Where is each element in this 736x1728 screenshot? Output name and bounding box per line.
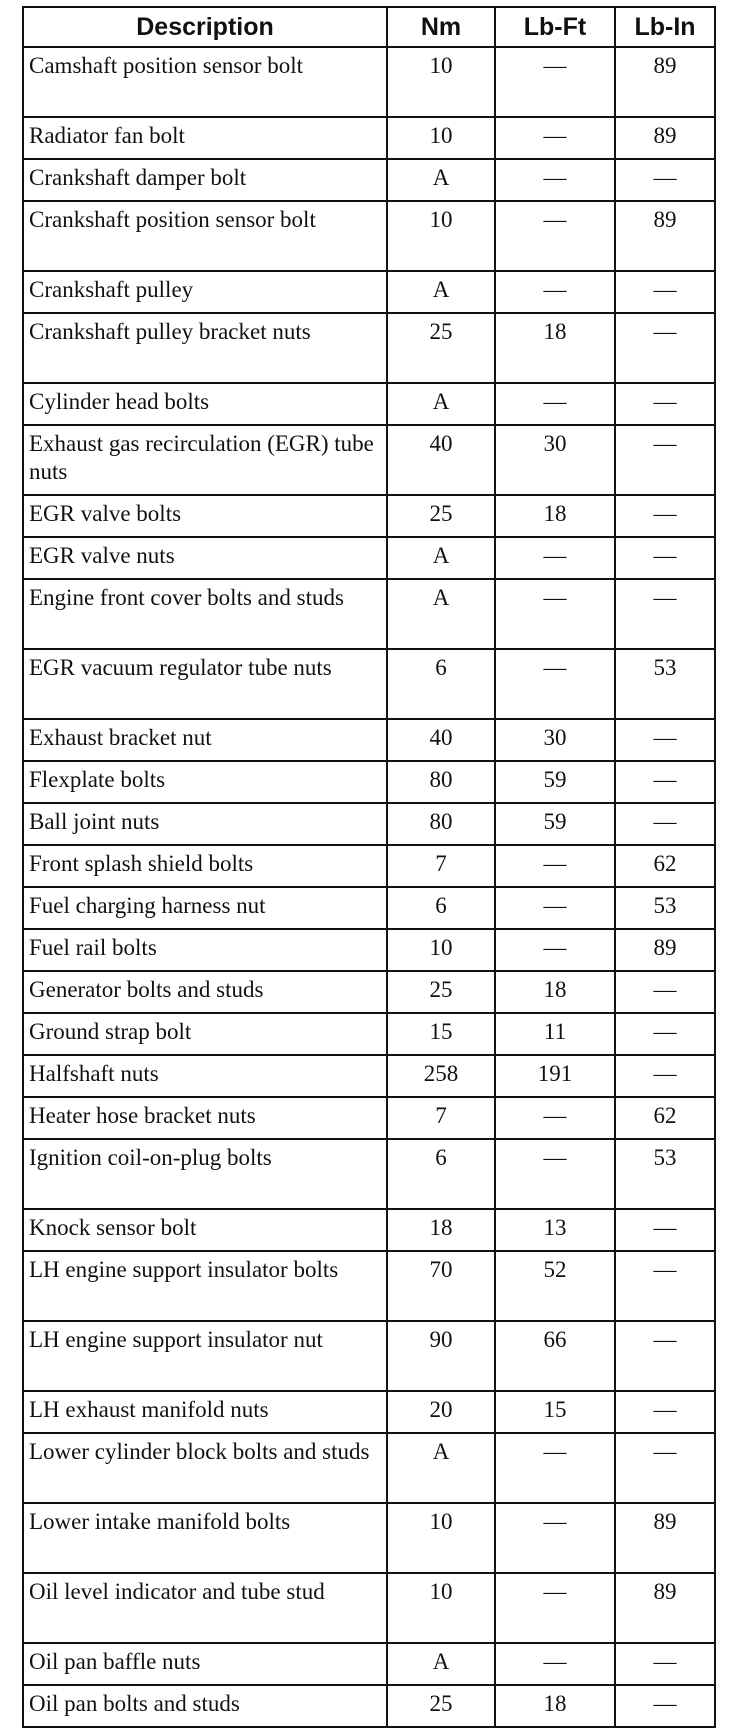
cell-lb-in: — bbox=[615, 1013, 715, 1055]
cell-nm: 20 bbox=[387, 1391, 495, 1433]
table-row bbox=[23, 537, 715, 579]
cell-lb-in: — bbox=[615, 1209, 715, 1251]
cell-lb-ft: 30 bbox=[495, 719, 615, 761]
torque-spec-sheet bbox=[22, 6, 714, 1728]
cell-description: Fuel charging harness nut bbox=[23, 887, 387, 929]
cell-lb-in: — bbox=[615, 1391, 715, 1433]
cell-lb-in: — bbox=[615, 383, 715, 425]
cell-lb-in: 89 bbox=[615, 117, 715, 159]
cell-lb-ft: 52 bbox=[495, 1251, 615, 1321]
table-row bbox=[23, 425, 715, 495]
table-row bbox=[23, 719, 715, 761]
cell-nm: 10 bbox=[387, 117, 495, 159]
cell-description: Oil pan bolts and studs bbox=[23, 1685, 387, 1727]
cell-description: LH engine support insulator bolts bbox=[23, 1251, 387, 1321]
table-row bbox=[23, 761, 715, 803]
cell-lb-ft: 15 bbox=[495, 1391, 615, 1433]
cell-lb-in: — bbox=[615, 579, 715, 649]
cell-lb-ft: — bbox=[495, 201, 615, 271]
table-row bbox=[23, 1573, 715, 1643]
table-row bbox=[23, 579, 715, 649]
table-row bbox=[23, 1251, 715, 1321]
cell-lb-ft: 66 bbox=[495, 1321, 615, 1391]
torque-spec-table bbox=[22, 6, 716, 1728]
cell-description: Cylinder head bolts bbox=[23, 383, 387, 425]
cell-nm: 258 bbox=[387, 1055, 495, 1097]
table-row bbox=[23, 1097, 715, 1139]
cell-nm: 40 bbox=[387, 719, 495, 761]
cell-lb-in: — bbox=[615, 1433, 715, 1503]
table-row bbox=[23, 495, 715, 537]
cell-lb-in: — bbox=[615, 495, 715, 537]
cell-lb-in: — bbox=[615, 1055, 715, 1097]
column-header-lb-ft: Lb-Ft bbox=[495, 7, 615, 47]
cell-nm: 6 bbox=[387, 887, 495, 929]
cell-description: Heater hose bracket nuts bbox=[23, 1097, 387, 1139]
cell-nm: 80 bbox=[387, 803, 495, 845]
table-row bbox=[23, 845, 715, 887]
cell-description: Lower cylinder block bolts and studs bbox=[23, 1433, 387, 1503]
column-header-description: Description bbox=[23, 7, 387, 47]
cell-lb-ft: — bbox=[495, 47, 615, 117]
cell-description: Crankshaft pulley bracket nuts bbox=[23, 313, 387, 383]
cell-nm: A bbox=[387, 579, 495, 649]
cell-nm: 7 bbox=[387, 1097, 495, 1139]
cell-lb-ft: — bbox=[495, 1573, 615, 1643]
cell-lb-in: — bbox=[615, 537, 715, 579]
cell-lb-in: — bbox=[615, 425, 715, 495]
table-row bbox=[23, 47, 715, 117]
cell-description: Generator bolts and studs bbox=[23, 971, 387, 1013]
cell-lb-ft: 18 bbox=[495, 495, 615, 537]
cell-description: Knock sensor bolt bbox=[23, 1209, 387, 1251]
cell-nm: 90 bbox=[387, 1321, 495, 1391]
cell-description: Oil pan baffle nuts bbox=[23, 1643, 387, 1685]
cell-description: Front splash shield bolts bbox=[23, 845, 387, 887]
cell-description: Radiator fan bolt bbox=[23, 117, 387, 159]
cell-lb-ft: — bbox=[495, 1433, 615, 1503]
cell-lb-ft: — bbox=[495, 887, 615, 929]
cell-lb-in: 53 bbox=[615, 649, 715, 719]
cell-nm: 25 bbox=[387, 971, 495, 1013]
cell-description: Halfshaft nuts bbox=[23, 1055, 387, 1097]
cell-lb-in: 89 bbox=[615, 47, 715, 117]
cell-description: Ignition coil-on-plug bolts bbox=[23, 1139, 387, 1209]
cell-lb-in: 62 bbox=[615, 1097, 715, 1139]
table-row bbox=[23, 1685, 715, 1727]
cell-lb-in: — bbox=[615, 1685, 715, 1727]
cell-lb-in: — bbox=[615, 1321, 715, 1391]
cell-nm: 25 bbox=[387, 495, 495, 537]
cell-description: EGR vacuum regulator tube nuts bbox=[23, 649, 387, 719]
cell-description: LH exhaust manifold nuts bbox=[23, 1391, 387, 1433]
cell-lb-in: — bbox=[615, 271, 715, 313]
table-row bbox=[23, 803, 715, 845]
cell-description: EGR valve bolts bbox=[23, 495, 387, 537]
table-row bbox=[23, 887, 715, 929]
table-row bbox=[23, 649, 715, 719]
cell-description: Ball joint nuts bbox=[23, 803, 387, 845]
cell-nm: A bbox=[387, 1433, 495, 1503]
cell-lb-ft: 18 bbox=[495, 1685, 615, 1727]
table-row bbox=[23, 1139, 715, 1209]
cell-lb-ft: — bbox=[495, 1643, 615, 1685]
cell-description: Crankshaft damper bolt bbox=[23, 159, 387, 201]
cell-description: EGR valve nuts bbox=[23, 537, 387, 579]
cell-nm: 40 bbox=[387, 425, 495, 495]
table-row bbox=[23, 1643, 715, 1685]
cell-nm: A bbox=[387, 159, 495, 201]
table-row bbox=[23, 1503, 715, 1573]
cell-nm: 70 bbox=[387, 1251, 495, 1321]
cell-lb-ft: — bbox=[495, 1097, 615, 1139]
cell-lb-ft: 18 bbox=[495, 971, 615, 1013]
cell-nm: 10 bbox=[387, 47, 495, 117]
table-row bbox=[23, 201, 715, 271]
table-row bbox=[23, 1013, 715, 1055]
cell-lb-in: 53 bbox=[615, 1139, 715, 1209]
table-row bbox=[23, 313, 715, 383]
cell-lb-in: — bbox=[615, 971, 715, 1013]
cell-description: Lower intake manifold bolts bbox=[23, 1503, 387, 1573]
cell-lb-in: 53 bbox=[615, 887, 715, 929]
column-header-nm: Nm bbox=[387, 7, 495, 47]
cell-lb-in: — bbox=[615, 313, 715, 383]
cell-description: Crankshaft position sensor bolt bbox=[23, 201, 387, 271]
cell-lb-in: — bbox=[615, 761, 715, 803]
cell-nm: 25 bbox=[387, 1685, 495, 1727]
table-header bbox=[23, 7, 715, 47]
cell-lb-ft: — bbox=[495, 271, 615, 313]
cell-nm: A bbox=[387, 383, 495, 425]
cell-description: Oil level indicator and tube stud bbox=[23, 1573, 387, 1643]
table-row bbox=[23, 1321, 715, 1391]
cell-description: Flexplate bolts bbox=[23, 761, 387, 803]
cell-nm: 7 bbox=[387, 845, 495, 887]
cell-nm: 10 bbox=[387, 1503, 495, 1573]
cell-lb-in: 89 bbox=[615, 1573, 715, 1643]
cell-lb-ft: — bbox=[495, 929, 615, 971]
cell-nm: A bbox=[387, 537, 495, 579]
table-row bbox=[23, 971, 715, 1013]
table-row bbox=[23, 159, 715, 201]
cell-lb-ft: — bbox=[495, 383, 615, 425]
cell-nm: 10 bbox=[387, 201, 495, 271]
cell-lb-in: — bbox=[615, 719, 715, 761]
cell-nm: 6 bbox=[387, 1139, 495, 1209]
cell-nm: 15 bbox=[387, 1013, 495, 1055]
table-body bbox=[23, 47, 715, 1727]
cell-description: Exhaust gas recirculation (EGR) tube nuts bbox=[23, 425, 387, 495]
cell-lb-in: 89 bbox=[615, 1503, 715, 1573]
table-row bbox=[23, 929, 715, 971]
cell-lb-ft: 59 bbox=[495, 761, 615, 803]
cell-lb-in: 89 bbox=[615, 929, 715, 971]
cell-description: Crankshaft pulley bbox=[23, 271, 387, 313]
cell-nm: 10 bbox=[387, 1573, 495, 1643]
cell-lb-ft: — bbox=[495, 117, 615, 159]
table-row bbox=[23, 1391, 715, 1433]
header-row bbox=[23, 7, 715, 47]
cell-description: Engine front cover bolts and studs bbox=[23, 579, 387, 649]
cell-lb-ft: 18 bbox=[495, 313, 615, 383]
cell-nm: 80 bbox=[387, 761, 495, 803]
cell-lb-ft: — bbox=[495, 845, 615, 887]
cell-description: LH engine support insulator nut bbox=[23, 1321, 387, 1391]
cell-description: Ground strap bolt bbox=[23, 1013, 387, 1055]
table-row bbox=[23, 117, 715, 159]
cell-lb-in: — bbox=[615, 803, 715, 845]
cell-lb-in: — bbox=[615, 1251, 715, 1321]
cell-nm: 10 bbox=[387, 929, 495, 971]
table-row bbox=[23, 1209, 715, 1251]
cell-lb-ft: — bbox=[495, 579, 615, 649]
cell-lb-ft: 13 bbox=[495, 1209, 615, 1251]
cell-lb-ft: 191 bbox=[495, 1055, 615, 1097]
cell-lb-ft: — bbox=[495, 159, 615, 201]
cell-lb-in: 89 bbox=[615, 201, 715, 271]
cell-nm: A bbox=[387, 271, 495, 313]
cell-description: Camshaft position sensor bolt bbox=[23, 47, 387, 117]
column-header-lb-in: Lb-In bbox=[615, 7, 715, 47]
cell-nm: 6 bbox=[387, 649, 495, 719]
cell-lb-in: — bbox=[615, 159, 715, 201]
table-row bbox=[23, 383, 715, 425]
cell-nm: 18 bbox=[387, 1209, 495, 1251]
cell-description: Exhaust bracket nut bbox=[23, 719, 387, 761]
cell-lb-ft: — bbox=[495, 1139, 615, 1209]
cell-lb-in: 62 bbox=[615, 845, 715, 887]
cell-nm: 25 bbox=[387, 313, 495, 383]
cell-lb-ft: 59 bbox=[495, 803, 615, 845]
cell-lb-ft: — bbox=[495, 649, 615, 719]
cell-lb-ft: 11 bbox=[495, 1013, 615, 1055]
table-row bbox=[23, 1433, 715, 1503]
cell-lb-ft: — bbox=[495, 537, 615, 579]
table-row bbox=[23, 1055, 715, 1097]
cell-nm: A bbox=[387, 1643, 495, 1685]
cell-lb-ft: — bbox=[495, 1503, 615, 1573]
cell-description: Fuel rail bolts bbox=[23, 929, 387, 971]
cell-lb-ft: 30 bbox=[495, 425, 615, 495]
cell-lb-in: — bbox=[615, 1643, 715, 1685]
table-row bbox=[23, 271, 715, 313]
